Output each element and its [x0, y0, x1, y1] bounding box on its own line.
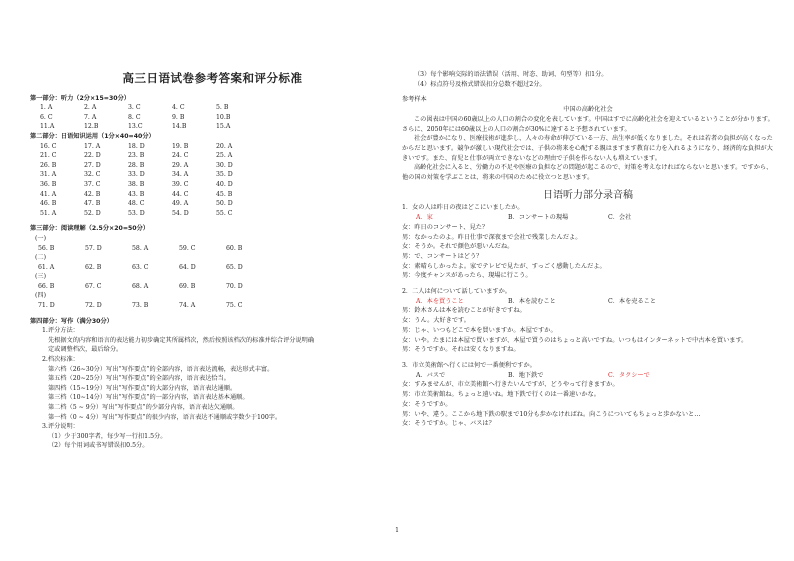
answer-item: 69. B [179, 282, 196, 290]
answer-item: 45. B [216, 190, 233, 198]
criteria-line: 定或调整档次，最后给分。 [48, 346, 123, 354]
criteria-line: （2）每个用词或书写错误扣0.5分。 [48, 442, 149, 450]
answer-item: 37. C [84, 180, 101, 188]
answer-item: 73. B [132, 302, 149, 310]
answer-item: 46. B [40, 200, 57, 208]
answer-item: 49. A [172, 200, 189, 208]
answer-item: 15.A [216, 123, 231, 131]
dialogue-line: 女：うん。大好きです。 [402, 317, 470, 325]
part1-answers [30, 103, 395, 132]
option: A．家 [416, 214, 433, 222]
listening-script [402, 203, 774, 428]
answer-item: 59. C [179, 244, 196, 252]
answer-item: 61. A [38, 263, 55, 271]
criteria-line: 2.档次标准： [42, 356, 79, 364]
answer-item: 22. D [84, 152, 101, 160]
dialogue-line: 女：昨日のコンサート、見た？ [402, 223, 489, 231]
criteria-line: 3.评分说明： [42, 423, 79, 431]
answer-item: 33. D [128, 171, 145, 179]
answer-item: 28. B [128, 161, 145, 169]
group-answers [30, 282, 395, 292]
answer-item: 25. A [216, 152, 233, 160]
answer-item: 62. B [85, 263, 102, 271]
answer-item: 64. D [179, 263, 196, 271]
answer-item: 57. D [85, 244, 102, 252]
answer-item: 13.C [128, 123, 143, 131]
answer-item: 56. B [38, 244, 55, 252]
essay-title: 中国の高齢化社会 [563, 106, 613, 114]
question-text: 2．二人は何について話していますか。 [402, 288, 511, 296]
option: C．タクシーで [608, 371, 650, 379]
listening-title: 日语听力部分录音稿 [543, 189, 633, 201]
group-answers [30, 301, 395, 311]
question-options [402, 371, 774, 381]
answer-item: 14.B [172, 123, 187, 131]
answer-item: 7. A [84, 113, 97, 121]
answer-item: 58. A [132, 244, 149, 252]
answer-item: 72. D [85, 302, 102, 310]
answer-item: 10.B [216, 113, 231, 121]
answer-item: 5. B [216, 104, 229, 112]
dialogue-line: 男：なかったのよ。昨日仕事で深夜まで会社で残業したんだよ。 [402, 233, 582, 241]
part4-heading: 第四部分：写作（满分30分） [30, 317, 113, 325]
criteria-line: 第三档（10~14分）写出“写作要点”的一部分内容，语言表达基本通顺。 [48, 394, 249, 402]
answer-item: 34. A [172, 171, 189, 179]
answer-item: 27. D [84, 161, 101, 169]
answer-item: 47. B [84, 200, 101, 208]
script-column [402, 70, 774, 429]
dialogue-line: 男：今度チャンスがあったら、現場に行こう。 [402, 272, 532, 280]
answer-item: 74. A [179, 302, 196, 310]
answer-item: 21. C [40, 152, 57, 160]
answer-item: 9. B [172, 113, 185, 121]
note-line: （4）标点符号及格式错误扣分总数不超过2分。 [414, 80, 546, 88]
dialogue-line: 女：そうですか。 [402, 400, 452, 408]
answer-item: 36. B [40, 180, 57, 188]
criteria-line: 第四档（15~19分）写出“写作要点”的大部分内容，语言表达通顺。 [48, 384, 237, 392]
part4-criteria [30, 326, 395, 451]
answer-item: 60. B [226, 244, 243, 252]
dialogue-line: 男：で、コンサートはどう？ [402, 252, 483, 260]
answer-item: 19. B [172, 142, 189, 150]
answer-item: 30. D [216, 161, 233, 169]
answer-item: 53. D [128, 209, 145, 217]
answer-item: 24. C [172, 152, 189, 160]
question-options [402, 297, 774, 307]
answer-item: 68. A [132, 282, 149, 290]
answer-item: 51. A [40, 209, 57, 217]
group-answers [30, 244, 395, 254]
answer-item: 71. D [38, 302, 55, 310]
question-text: 1．女の人は昨日の夜はどこにいましたか。 [402, 204, 524, 212]
sample-essay [402, 115, 774, 183]
answer-item: 29. A [172, 161, 189, 169]
dialogue-line: 男：いや、違う。ここから地下鉄の駅まで10分も歩かなければね。向こうについてもちょっと歩かないと… [402, 410, 701, 418]
criteria-line: 第六档（26~30分）写出“写作要点”的全部内容，语言表达流畅，表达形式丰富。 [48, 365, 274, 373]
answer-item: 12.B [84, 123, 99, 131]
option: C．本を売ること [608, 297, 657, 305]
answer-item: 43. B [128, 190, 145, 198]
dialogue-line: 男：鈴木さんは本を読むことが好きですね。 [402, 307, 526, 315]
criteria-line: 第一档（0 ~ 4分）写出“写作要点”的很少内容，语言表达不通顺或字数少于100字。 [48, 413, 282, 421]
scoring-notes [402, 70, 774, 89]
answer-item: 44. C [172, 190, 189, 198]
answer-item: 20. A [216, 142, 233, 150]
dialogue-line: 男：じゃ、いつもどこで本を買いますか。本屋ですか。 [402, 326, 557, 334]
dialogue-line: 女：素晴らしかったよ。家でテレビで見たが、すっごく感動したんだよ。 [402, 262, 606, 270]
answer-item: 50. D [216, 200, 233, 208]
answer-item: 8. C [128, 113, 141, 121]
answer-item: 2. A [84, 104, 97, 112]
question-options [402, 213, 774, 223]
option: A．本を買うこと [416, 297, 464, 305]
option: B．地下鉄で [508, 371, 544, 379]
option: A．バスで [416, 371, 446, 379]
essay-paragraph: この図表は中国の60歳以上の人口の割合の変化を表しています。中国はすでに高齢化社会を迎えているということが分かります。さらに、2050年には60歳以上の人口の割合が30%に達すると予想されています。 [402, 115, 774, 133]
answer-item: 32. C [84, 171, 101, 179]
answer-item: 65. D [226, 263, 243, 271]
answer-item: 23. B [128, 152, 145, 160]
answer-item: 39. C [172, 180, 189, 188]
essay-paragraph: 社会が豊かになり、医療技術が進歩し、人々の寿命が伸びている一方、出生率が低くなりました。それは若者の負担が高くなったからだと思います。競争が激しい現代社会では、子供の将来を心配する親はますます教育に力を入れるようになり、経済的な負担が大きいです。また、育児と仕事が両立できないなどの理由で子供を作らない人も増えています。 [402, 135, 773, 162]
criteria-line: 第二档（5 ~ 9分）写出“写作要点”的少部分内容，语言表达欠通顺。 [48, 404, 239, 411]
option: C．会社 [608, 214, 632, 222]
page-number: 1 [395, 527, 399, 534]
answer-item: 38. B [128, 180, 145, 188]
answer-item: 67. C [85, 282, 102, 290]
answer-item: 52. D [84, 209, 101, 217]
answer-item: 6. C [40, 113, 53, 121]
part2-answers [30, 142, 395, 219]
answer-item: 41. A [40, 190, 57, 198]
criteria-line: 第五档（20~25分）写出“写作要点”的全部内容，语言表达恰当。 [48, 375, 230, 383]
criteria-line: 1.评分方法： [42, 327, 79, 335]
answer-item: 1. A [40, 104, 53, 112]
group-answers [30, 263, 395, 273]
criteria-line: （1）少于300字者，每少写一行扣1.5分。 [48, 432, 167, 440]
answer-item: 18. D [128, 142, 145, 150]
dialogue-line: 女：そうですか。じゃ、バスは？ [402, 420, 495, 428]
question-text: 3．市立美術館へ行くには何で一番便利ですか。 [402, 361, 536, 369]
answer-item: 11.A [40, 123, 55, 131]
group-label: (一) [35, 234, 47, 242]
part3-groups [30, 234, 395, 311]
answer-item: 31. A [40, 171, 57, 179]
dialogue-line: 男：市立美術館ね。ちょっと遠いね。地下鉄で行くのは一番速いかな。 [402, 391, 600, 399]
answer-item: 16. C [40, 142, 57, 150]
answer-item: 63. C [132, 263, 149, 271]
group-label: (四) [35, 292, 47, 300]
group-label: (二) [35, 254, 47, 262]
answer-item: 17. A [84, 142, 101, 150]
group-label: (三) [35, 273, 47, 281]
answer-item: 26. B [40, 161, 57, 169]
answer-item: 55. C [216, 209, 233, 217]
answer-item: 70. D [226, 282, 243, 290]
part2-heading: 第二部分：日语知识运用（1分×40=40分） [30, 132, 155, 140]
answer-item: 66. B [38, 282, 55, 290]
answer-item: 35. D [216, 171, 233, 179]
page-title: 高三日语试卷参考答案和评分标准 [122, 71, 303, 85]
answer-item: 48. C [128, 200, 145, 208]
option: B．本を読むこと [508, 297, 556, 305]
part3-heading: 第三部分：阅读理解（2.5分×20=50分） [30, 225, 149, 233]
answer-item: 40. D [216, 180, 233, 188]
essay-paragraph: 高齢化社会に入ると、労働力の不足や医療の負担などの問題が起こるので、対策を考えなければならないと思います。ですから、他の国の対策を学ぶことは、将来の中国のために役立つと思います。 [402, 164, 773, 182]
answer-item: 75. C [226, 302, 243, 310]
dialogue-line: 女：そうか。それで顔色が悪いんだね。 [402, 243, 514, 251]
answer-item: 3. C [128, 104, 141, 112]
dialogue-line: 女：すみませんが、市立美術館へ行きたいんですが、どうやって行きますか。 [402, 381, 619, 389]
answer-key-column [30, 60, 395, 451]
note-line: （3）每个影响交际的语法错误（活用、时态、助词、句型等）扣1分。 [414, 71, 608, 78]
answer-item: 54. D [172, 209, 189, 217]
dialogue-line: 女：いや。たまには本屋で買いますが、本屋で買うのはちょっと高いですね。いつもはインターネットで中古本を買います。 [402, 336, 748, 344]
answer-item: 42. B [84, 190, 101, 198]
part1-heading: 第一部分：听力（2分×15=30分） [30, 94, 130, 102]
criteria-line: 先根据文的内容和语言的表达能力初步确定其所属档次，然后按照该档次的标准并综合评分说明确 [48, 336, 315, 344]
dialogue-line: 男：そうですか。それは安くなりますね。 [402, 346, 520, 354]
answer-item: 4. C [172, 104, 185, 112]
option: B．コンサートの現場 [508, 214, 569, 222]
sample-label: 参考样本 [402, 96, 427, 104]
